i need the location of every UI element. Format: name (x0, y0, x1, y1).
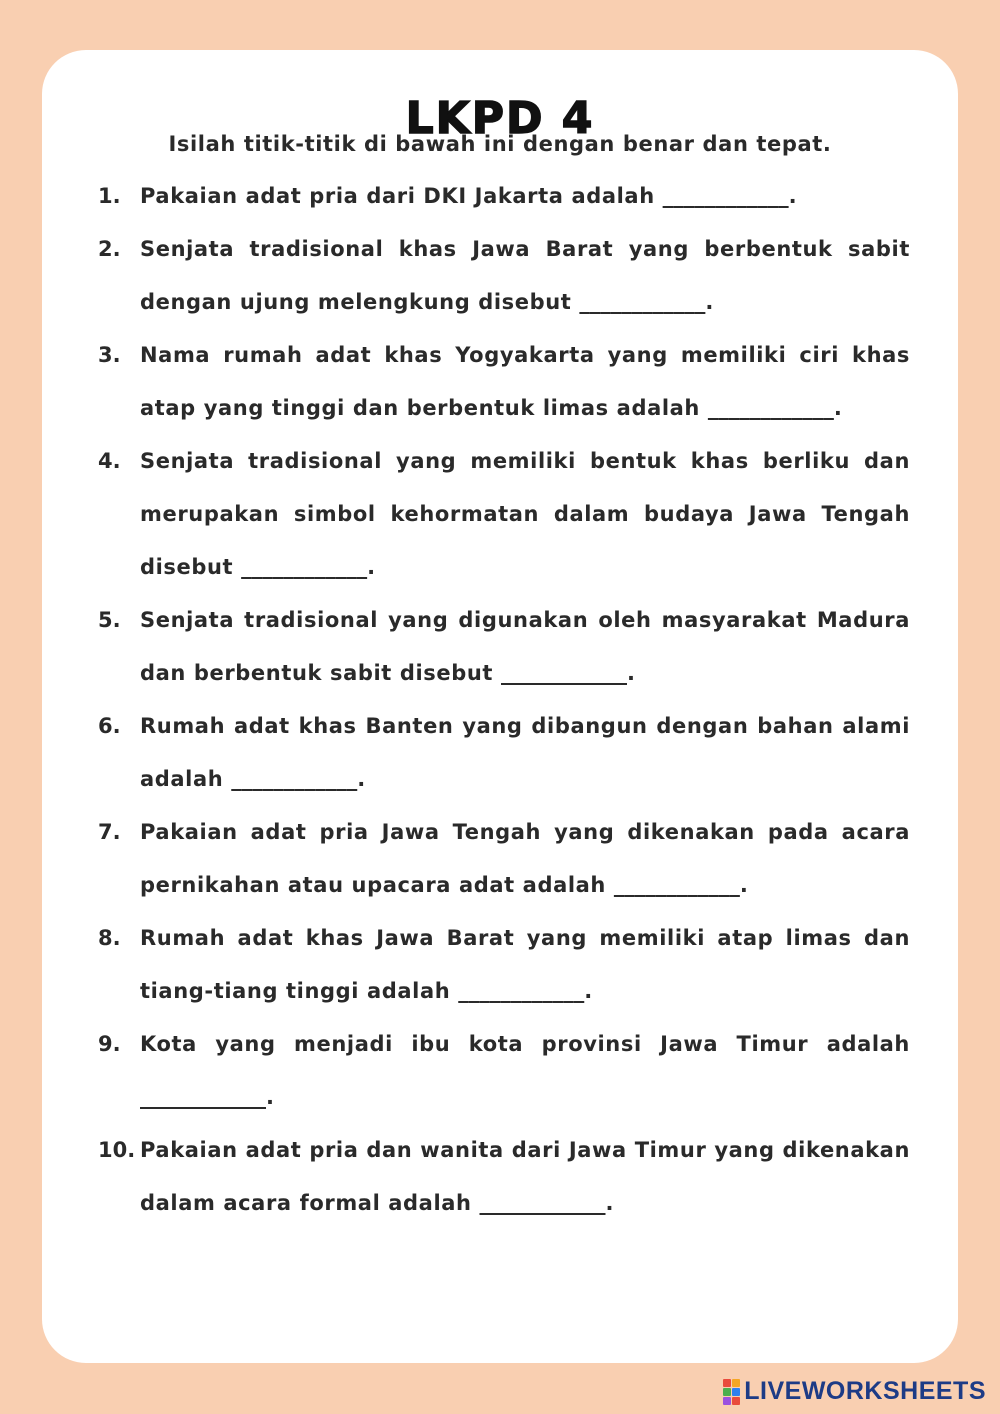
answer-blank[interactable]: ____________. (613, 873, 748, 897)
answer-blank[interactable]: ____________. (140, 1085, 274, 1109)
question-prompt: Pakaian adat pria Jawa Tengah yang dikenakan pada acara pernikahan atau upacara adat adalah (140, 820, 910, 897)
logo-square (732, 1379, 740, 1387)
question-item (98, 1124, 910, 1230)
question-number: 6. (98, 714, 121, 738)
answer-blank[interactable]: ____________. (231, 767, 366, 791)
instruction-text: Isilah titik-titik di bawah ini dengan benar dan tepat. (168, 132, 832, 156)
question-number: 7. (98, 820, 121, 844)
answer-blank[interactable]: ____________. (479, 1191, 614, 1215)
question-number: 1. (98, 184, 121, 208)
question-item (98, 435, 910, 594)
question-item (98, 700, 910, 806)
answer-blank[interactable]: ____________. (241, 555, 376, 579)
question-text (140, 223, 910, 329)
question-item (98, 329, 910, 435)
question-prompt: Senjata tradisional yang digunakan oleh masyarakat Madura dan berbentuk sabit disebut (140, 608, 910, 685)
question-item (98, 1018, 910, 1124)
logo-square (723, 1397, 731, 1405)
question-prompt: Senjata tradisional yang memiliki bentuk khas berliku dan merupakan simbol kehormatan dalam budaya Jawa Tengah disebut (140, 449, 910, 579)
question-text (140, 329, 910, 435)
question-text (140, 1018, 910, 1124)
question-item (98, 170, 910, 223)
question-number: 8. (98, 926, 121, 950)
question-text (140, 594, 910, 700)
question-text (140, 806, 910, 912)
logo-square (723, 1379, 731, 1387)
question-prompt: Pakaian adat pria dari DKI Jakarta adalah (140, 184, 655, 208)
answer-blank[interactable]: ____________. (579, 290, 714, 314)
question-list (98, 170, 910, 1230)
question-number: 9. (98, 1032, 121, 1056)
question-text (140, 170, 910, 223)
liveworksheets-logo (723, 1377, 986, 1406)
answer-blank[interactable]: ____________. (500, 661, 635, 685)
brand-name: LIVEWORKSHEETS (744, 1377, 986, 1405)
question-prompt: Nama rumah adat khas Yogyakarta yang memiliki ciri khas atap yang tinggi dan berbentuk limas adalah (140, 343, 910, 420)
answer-blank[interactable]: ____________. (458, 979, 593, 1003)
answer-blank[interactable]: ____________. (707, 396, 842, 420)
question-number: 4. (98, 449, 121, 473)
question-prompt: Senjata tradisional khas Jawa Barat yang berbentuk sabit dengan ujung melengkung disebut (140, 237, 910, 314)
question-prompt: Kota yang menjadi ibu kota provinsi Jawa Timur adalah (140, 1032, 910, 1056)
question-item (98, 223, 910, 329)
question-number: 10. (98, 1138, 136, 1162)
page-title: LKPD 4 (405, 93, 595, 145)
question-prompt: Rumah adat khas Banten yang dibangun dengan bahan alami adalah (140, 714, 910, 791)
question-number: 5. (98, 608, 121, 632)
question-item (98, 912, 910, 1018)
logo-square (723, 1388, 731, 1396)
question-text (140, 435, 910, 594)
question-item (98, 806, 910, 912)
question-number: 2. (98, 237, 121, 261)
question-text (140, 1124, 910, 1230)
question-text (140, 700, 910, 806)
answer-blank[interactable]: ____________. (662, 184, 797, 208)
liveworksheets-logo-icon (723, 1379, 740, 1405)
logo-square (732, 1388, 740, 1396)
question-text (140, 912, 910, 1018)
question-prompt: Rumah adat khas Jawa Barat yang memiliki atap limas dan tiang-tiang tinggi adalah (140, 926, 910, 1003)
question-number: 3. (98, 343, 121, 367)
question-prompt: Pakaian adat pria dan wanita dari Jawa Timur yang dikenakan dalam acara formal adalah (140, 1138, 910, 1215)
question-item (98, 594, 910, 700)
logo-square (732, 1397, 740, 1405)
